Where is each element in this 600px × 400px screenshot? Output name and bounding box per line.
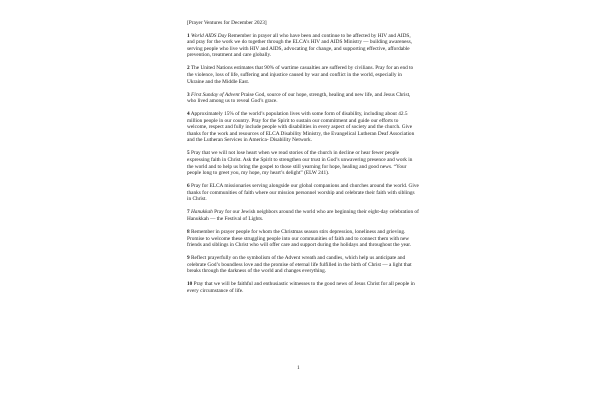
prayer-item-number: 2 bbox=[187, 65, 190, 72]
document-page bbox=[187, 20, 419, 301]
prayer-item-text: Praise God, source of our hope, strength, healing and new life, and Jesus Christ, who lived among us to reveal God’s grace. bbox=[187, 91, 411, 105]
prayer-item-number: 9 bbox=[187, 255, 190, 262]
prayer-item bbox=[187, 150, 419, 176]
prayer-item-number: 8 bbox=[187, 228, 190, 235]
prayer-item-number: 7 bbox=[187, 209, 190, 216]
document-header: [Prayer Ventures for December 2023] bbox=[187, 20, 267, 26]
prayer-item-number: 4 bbox=[187, 111, 190, 118]
prayer-item-number: 10 bbox=[187, 281, 193, 288]
prayer-list bbox=[187, 33, 419, 295]
prayer-item-title: First Sunday of Advent bbox=[190, 91, 240, 98]
prayer-item-text: The United Nations estimates that 90% of wartime casualties are suffered by civilians. Pray for an end to the violence, loss of life, suffering and injustice caused by war and conflict in the world, especially in Ukraine and the Middle East. bbox=[187, 65, 414, 85]
prayer-item-text: Pray for ELCA missionaries serving alongside our global companions and churches around the world. Give thanks for communities of faith where our mission personnel worship and celebrate their faith with siblings in Christ. bbox=[187, 183, 419, 203]
prayer-item bbox=[187, 33, 419, 59]
prayer-item bbox=[187, 183, 419, 203]
prayer-item bbox=[187, 255, 419, 275]
prayer-item bbox=[187, 65, 419, 85]
prayer-item-text: Pray that we will not lose heart when we read stories of the church in decline or hear fewer people expressing faith in Christ. Ask the Spirit to strengthen our trust in God’s unwavering presence and work in the world and to help us bring the gospel to those still yearning for hope, healing and good news. “Your people long to greet you, my hope, my heart’s delight” (ELW 241). bbox=[187, 150, 413, 177]
prayer-item-text: Pray that we will be faithful and enthusiastic witnesses to the good news of Jesus Christ for all people in every circumstance of life. bbox=[187, 281, 415, 294]
prayer-item-title: World AIDS Day bbox=[190, 32, 227, 39]
prayer-item bbox=[187, 92, 419, 105]
prayer-item bbox=[187, 209, 419, 222]
prayer-item bbox=[187, 229, 419, 249]
page-number: 1 bbox=[297, 365, 300, 371]
prayer-item-text: Remember in prayer people for whom the Christmas season stirs depression, loneliness and grieving. Promise to welcome these struggling people into our communities of faith and to connect them with new friends and siblings in Christ who will offer care and support during the holidays and throughout the year. bbox=[187, 228, 412, 249]
prayer-item-text: Remember in prayer all who have been and continue to be affected by HIV and AIDS, and pray for the work we do together through the ELCA’s HIV and AIDS Ministry — building awareness, serving people who live with HIV and AIDS, advocating for change, and supporting effective, affordable prevention, treatment and care globally. bbox=[187, 32, 412, 59]
prayer-item-number: 5 bbox=[187, 150, 190, 157]
prayer-item-number: 1 bbox=[187, 32, 190, 39]
prayer-item-number: 3 bbox=[187, 91, 190, 98]
prayer-item-text: Approximately 15% of the world’s population lives with some form of disability, including about 42.5 million people in our country. Pray for the Spirit to sustain our commitment and guide our efforts to welcome, respect and fully include people with disabilities in every aspect of society and the church. Give thanks for the work and resources of ELCA Disability Ministry, the Evangelical Lutheran Deaf Association and the Lutheran Services in America- Disability Network. bbox=[187, 111, 415, 144]
prayer-item-text: Reflect prayerfully on the symbolism of the Advent wreath and candles, which help us anticipate and celebrate God’s boundless love and the promise of eternal life fulfilled in the birth of Christ — a light that breaks through the darkness of the world and changes everything. bbox=[187, 255, 412, 275]
prayer-item-text: Pray for our Jewish neighbors around the world who are beginning their eight-day celebration of Hanukkah — the Festival of Lights. bbox=[187, 209, 419, 222]
prayer-item-title: Hanukkah bbox=[190, 209, 213, 216]
prayer-item-number: 6 bbox=[187, 183, 190, 190]
prayer-item bbox=[187, 111, 419, 144]
prayer-item bbox=[187, 281, 419, 294]
